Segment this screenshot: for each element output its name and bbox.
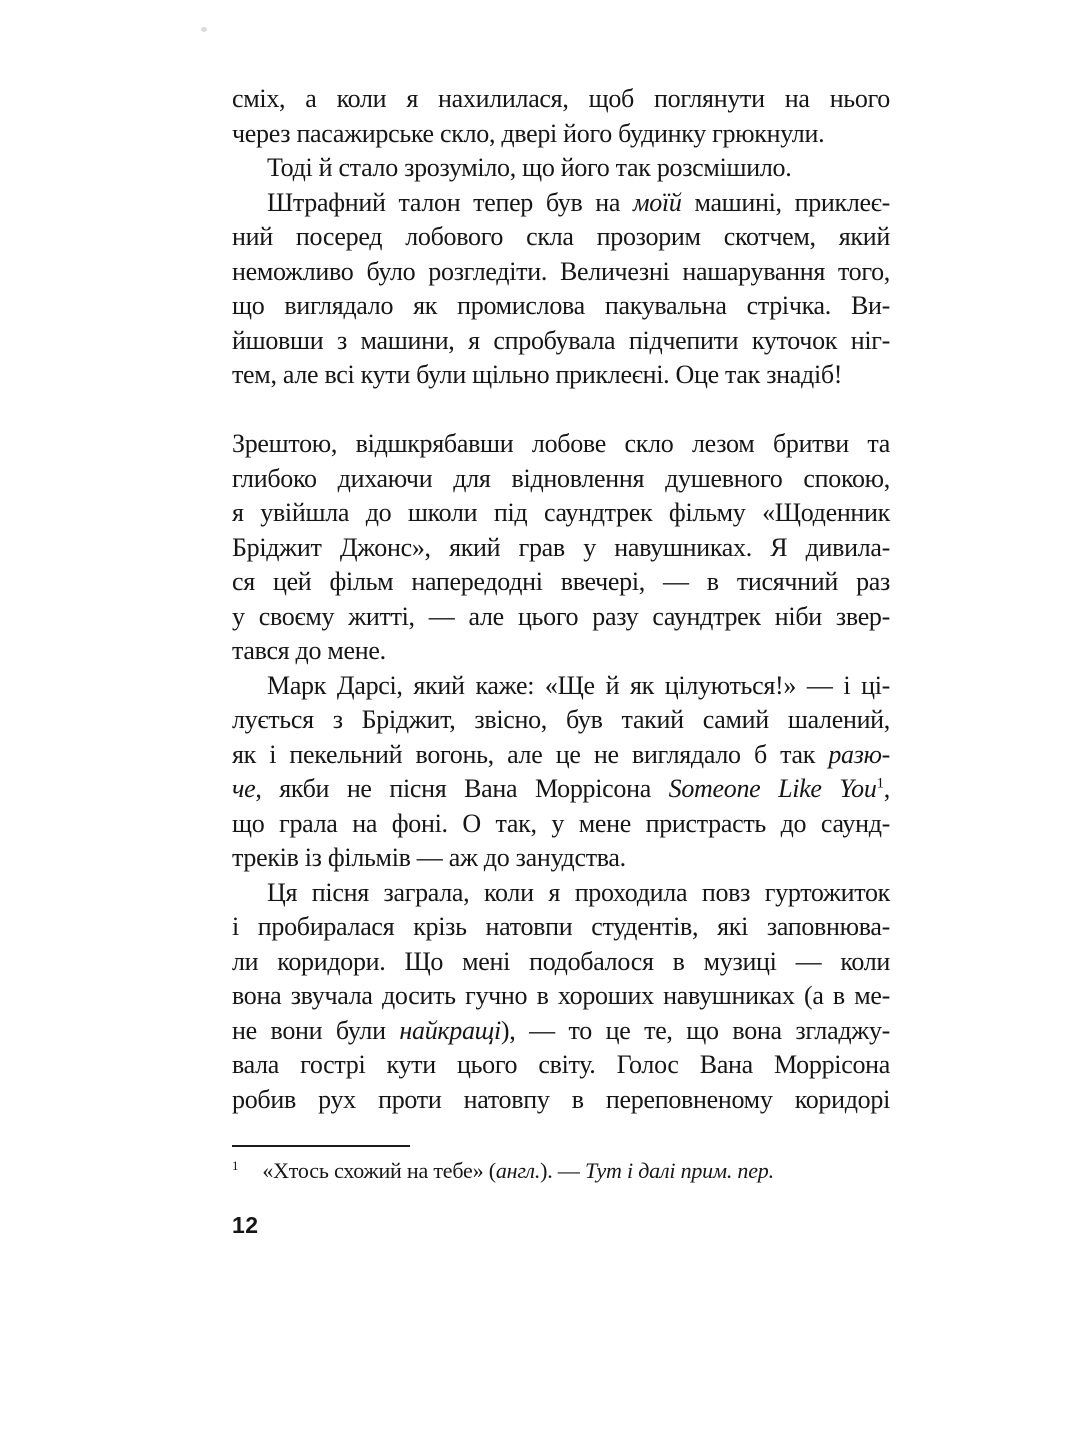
text-line: Марк Дарсі, який каже: «Ще й як цілуються!» — і ці- [267, 670, 890, 700]
text-line: че, якби не пісня Вана Моррісона Someone Like You$^1$, [232, 774, 890, 803]
paragraph [232, 82, 890, 151]
text-block [232, 82, 890, 1243]
text-line: я увійшла до школи під саундтрек фільму «Щоденник [232, 498, 890, 527]
text-line: що грала на фоні. О так, у мене пристрасть до саунд- [232, 808, 890, 838]
text-line: робив рух проти натовпу в переповненому коридорі [232, 1084, 890, 1114]
body-text [232, 82, 890, 1117]
text-line: Ця пісня заграла, коли я проходила повз гуртожиток [267, 877, 890, 907]
text-line: і пробиралася крізь натовпи студентів, які заповнюва- [232, 912, 890, 941]
text-line: глибоко дихаючи для відновлення душевного спокою, [232, 463, 890, 493]
text-line: вона звучала досить гучно в хороших навушниках (а в ме- [232, 981, 890, 1010]
paragraph [232, 669, 890, 876]
text-line: ся цей фільм напередодні ввечері, — в тисячний раз [232, 567, 890, 596]
text-line: Тоді й стало зрозуміло, що його так розсмішило. [267, 153, 792, 182]
paragraph [232, 427, 890, 669]
text-line: через пасажирське скло, двері його будинку грюкнули. [232, 118, 825, 148]
text-line: неможливо було розгледіти. Величезні нашарування того, [232, 256, 890, 286]
footnote-text: «Хтось схожий на тебе» (англ.). — Тут і далі прим. пер. [262, 1158, 774, 1183]
text-line: треків із фільмів — аж до занудства. [232, 843, 626, 872]
text-line: йшовши з машини, я спробувала підчепити куточок ніг- [232, 325, 890, 355]
paragraph [232, 876, 890, 1118]
paragraph [232, 186, 890, 393]
text-line: не вони були найкращі), — то це те, що вона згладжу- [232, 1015, 890, 1045]
text-line: як і пекельний вогонь, але це не виглядало б так разю- [232, 739, 890, 769]
text-line: у своєму житті, — але цього разу саундтрек ніби звер- [232, 601, 890, 631]
text-line: сміх, а коли я нахилилася, щоб поглянути на нього [232, 84, 890, 113]
text-line: тався до мене. [232, 636, 386, 665]
text-line: вала гострі кути цього світу. Голос Вана Моррісона [232, 1050, 890, 1079]
footnote-rule [232, 1145, 410, 1147]
text-line: Бріджит Джонс», який грав у навушниках. Я дивила- [232, 532, 890, 562]
footnote-marker: 1 [232, 1157, 239, 1173]
text-line: тем, але всі кути були щільно приклеєні. Оце так знадіб! [232, 360, 843, 389]
text-line: Штрафний талон тепер був на моїй машині, приклеє- [267, 187, 890, 217]
text-line: ний посеред лобового скла прозорим скотчем, який [232, 222, 890, 251]
footnote [232, 1156, 890, 1186]
text-line: лується з Бріджит, звісно, був такий самий шалений, [232, 705, 890, 734]
paragraph [232, 151, 890, 186]
page-number: 12 [232, 1212, 259, 1238]
text-line: Зрештою, відшкрябавши лобове скло лезом бритви та [232, 429, 890, 458]
text-line: ли коридори. Що мені подобалося в музиці — коли [232, 946, 890, 976]
text-line: що виглядало як промислова пакувальна стрічка. Ви- [232, 291, 890, 320]
scan-artifact [201, 27, 207, 32]
